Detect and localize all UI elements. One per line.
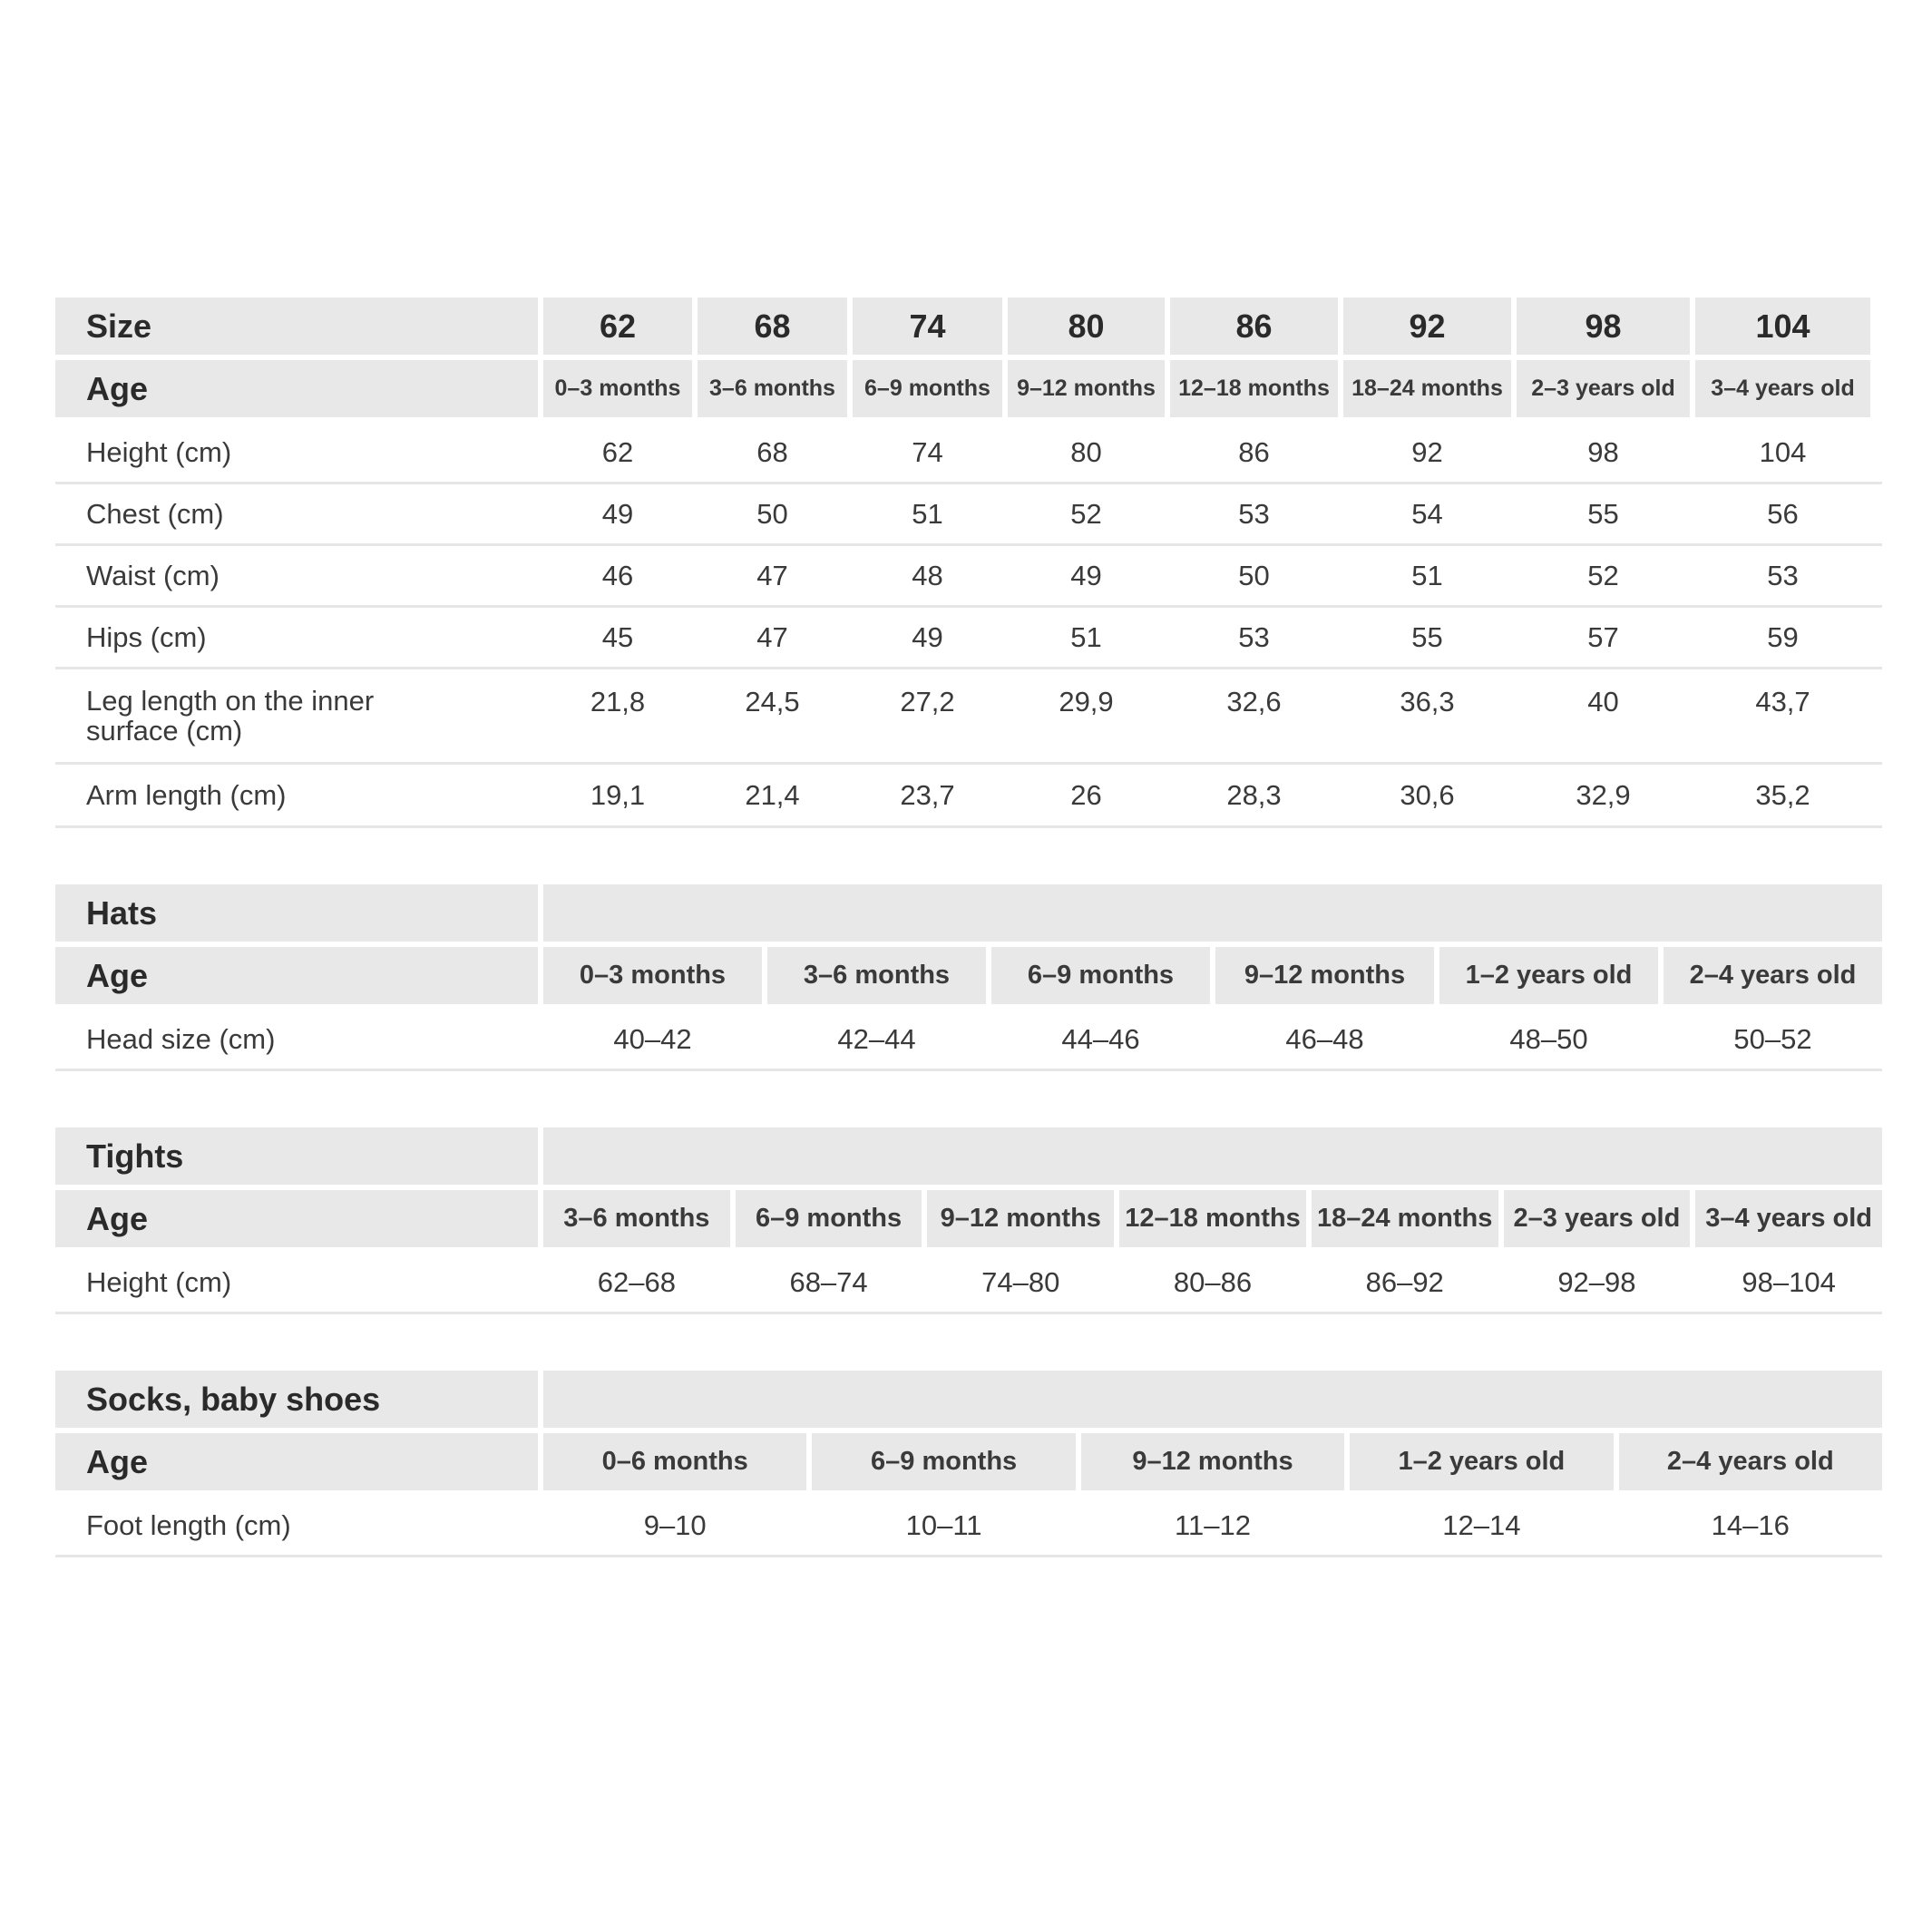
table-cell: 55 [1411, 620, 1443, 653]
age-value: 6–9 months [853, 360, 1002, 417]
table-cell: 48 [912, 559, 943, 591]
table-cell: 59 [1767, 620, 1799, 653]
age-header-row [55, 1433, 1882, 1490]
table-cell: 49 [601, 497, 634, 530]
table-row [55, 1253, 1882, 1314]
size-label: Size [55, 298, 538, 355]
table-cell: 68 [756, 435, 788, 468]
table-cell: 80–86 [1173, 1265, 1253, 1298]
age-header-row [55, 947, 1882, 1004]
table-cell: 27,2 [900, 686, 955, 717]
age-label: Age [55, 360, 538, 417]
header-filler [543, 884, 1882, 942]
age-value: 18–24 months [1312, 1190, 1498, 1247]
age-value: 3–4 years old [1695, 360, 1870, 417]
table-cell: 56 [1767, 497, 1799, 530]
row-label: Leg length on the inner surface (cm) [86, 685, 375, 747]
size-chart-sheet [55, 298, 1882, 1557]
age-value: 6–9 months [812, 1433, 1075, 1490]
table-cell: 49 [1070, 559, 1102, 591]
table-cell: 36,3 [1400, 686, 1455, 717]
table-cell: 48–50 [1509, 1022, 1588, 1055]
size-value: 62 [543, 298, 692, 355]
age-value: 12–18 months [1119, 1190, 1306, 1247]
table-cell: 10–11 [905, 1508, 982, 1541]
table-cell: 53 [1767, 559, 1799, 591]
size-value: 92 [1343, 298, 1511, 355]
table-cell: 43,7 [1755, 686, 1810, 717]
table-cell: 23,7 [900, 778, 955, 811]
table-cell: 53 [1238, 620, 1270, 653]
age-value: 0–3 months [543, 360, 692, 417]
table-row [55, 546, 1882, 608]
age-value: 9–12 months [1215, 947, 1434, 1004]
age-header-row [55, 360, 1882, 417]
age-value: 3–6 months [543, 1190, 730, 1247]
age-value: 2–4 years old [1619, 1433, 1882, 1490]
age-value: 2–3 years old [1517, 360, 1690, 417]
table-row [55, 1010, 1882, 1071]
table-cell: 9–10 [643, 1508, 707, 1541]
size-value: 86 [1170, 298, 1338, 355]
age-value: 9–12 months [1008, 360, 1165, 417]
hats-size-table [55, 884, 1882, 1071]
age-value: 3–6 months [698, 360, 847, 417]
age-value: 12–18 months [1170, 360, 1338, 417]
section-title-row [55, 1371, 1882, 1428]
table-cell: 47 [756, 559, 788, 591]
table-row [55, 423, 1882, 484]
table-cell: 19,1 [590, 778, 646, 811]
table-cell: 29,9 [1059, 686, 1114, 717]
row-label: Chest (cm) [86, 497, 224, 530]
table-row [55, 608, 1882, 669]
table-cell: 35,2 [1755, 778, 1810, 811]
table-cell: 55 [1587, 497, 1619, 530]
size-value: 104 [1695, 298, 1870, 355]
age-value: 18–24 months [1343, 360, 1511, 417]
table-cell: 12–14 [1442, 1508, 1521, 1541]
table-cell: 57 [1587, 620, 1619, 653]
table-cell: 30,6 [1400, 778, 1455, 811]
section-title: Tights [55, 1127, 538, 1185]
table-cell: 74–80 [981, 1265, 1060, 1298]
table-cell: 32,9 [1576, 778, 1631, 811]
table-cell: 92 [1411, 435, 1443, 468]
table-cell: 46–48 [1285, 1022, 1364, 1055]
table-cell: 53 [1238, 497, 1270, 530]
table-cell: 24,5 [745, 686, 800, 717]
row-label: Height (cm) [86, 435, 232, 468]
section-title-row [55, 884, 1882, 942]
table-cell: 104 [1759, 435, 1807, 468]
section-title: Socks, baby shoes [55, 1371, 538, 1428]
age-value: 1–2 years old [1350, 1433, 1613, 1490]
section-title-row [55, 1127, 1882, 1185]
size-value: 98 [1517, 298, 1690, 355]
section-gap [55, 1071, 1882, 1127]
table-cell: 26 [1070, 778, 1102, 811]
row-label: Hips (cm) [86, 620, 207, 653]
table-row [55, 484, 1882, 546]
row-label: Waist (cm) [86, 559, 220, 591]
table-row [55, 669, 1882, 765]
age-value: 0–6 months [543, 1433, 806, 1490]
table-cell: 47 [756, 620, 788, 653]
age-label: Age [55, 947, 538, 1004]
table-cell: 28,3 [1226, 778, 1282, 811]
row-label: Head size (cm) [86, 1022, 276, 1055]
table-cell: 45 [601, 620, 634, 653]
table-cell: 51 [912, 497, 943, 530]
socks-size-table [55, 1371, 1882, 1557]
table-cell: 62 [601, 435, 634, 468]
age-value: 3–4 years old [1695, 1190, 1882, 1247]
table-cell: 86 [1238, 435, 1270, 468]
section-title: Hats [55, 884, 538, 942]
table-cell: 49 [912, 620, 943, 653]
table-row [55, 765, 1882, 828]
header-filler [543, 1371, 1882, 1428]
section-gap [55, 1314, 1882, 1371]
row-label: Arm length (cm) [86, 778, 287, 811]
table-cell: 80 [1070, 435, 1102, 468]
table-cell: 74 [912, 435, 943, 468]
table-cell: 54 [1411, 497, 1443, 530]
table-cell: 21,8 [590, 686, 646, 717]
table-cell: 40 [1587, 686, 1619, 717]
table-cell: 51 [1411, 559, 1443, 591]
table-cell: 62–68 [597, 1265, 676, 1298]
table-cell: 86–92 [1365, 1265, 1444, 1298]
header-filler [543, 1127, 1882, 1185]
size-value: 74 [853, 298, 1002, 355]
clothing-size-table [55, 298, 1882, 828]
age-value: 1–2 years old [1439, 947, 1658, 1004]
age-value: 2–4 years old [1664, 947, 1882, 1004]
age-value: 6–9 months [736, 1190, 922, 1247]
tights-size-table [55, 1127, 1882, 1314]
section-gap [55, 828, 1882, 884]
table-cell: 92–98 [1557, 1265, 1636, 1298]
table-cell: 98 [1587, 435, 1619, 468]
age-label: Age [55, 1190, 538, 1247]
age-value: 2–3 years old [1504, 1190, 1691, 1247]
table-cell: 21,4 [745, 778, 800, 811]
age-value: 6–9 months [991, 947, 1210, 1004]
table-cell: 52 [1070, 497, 1102, 530]
table-cell: 50 [756, 497, 788, 530]
age-value: 0–3 months [543, 947, 762, 1004]
size-header-row [55, 298, 1882, 355]
size-value: 80 [1008, 298, 1165, 355]
table-cell: 98–104 [1742, 1265, 1836, 1298]
table-cell: 42–44 [837, 1022, 916, 1055]
age-value: 9–12 months [927, 1190, 1114, 1247]
table-cell: 11–12 [1175, 1508, 1251, 1541]
table-cell: 14–16 [1711, 1508, 1790, 1541]
row-label: Height (cm) [86, 1265, 232, 1298]
table-cell: 32,6 [1226, 686, 1282, 717]
row-label: Foot length (cm) [86, 1508, 291, 1541]
table-cell: 44–46 [1061, 1022, 1140, 1055]
table-cell: 40–42 [613, 1022, 692, 1055]
age-header-row [55, 1190, 1882, 1247]
table-cell: 46 [601, 559, 634, 591]
table-cell: 51 [1070, 620, 1102, 653]
age-label: Age [55, 1433, 538, 1490]
size-value: 68 [698, 298, 847, 355]
table-row [55, 1496, 1882, 1557]
table-cell: 50–52 [1733, 1022, 1812, 1055]
age-value: 3–6 months [767, 947, 986, 1004]
table-cell: 68–74 [789, 1265, 868, 1298]
table-cell: 50 [1238, 559, 1270, 591]
table-cell: 52 [1587, 559, 1619, 591]
age-value: 9–12 months [1081, 1433, 1344, 1490]
